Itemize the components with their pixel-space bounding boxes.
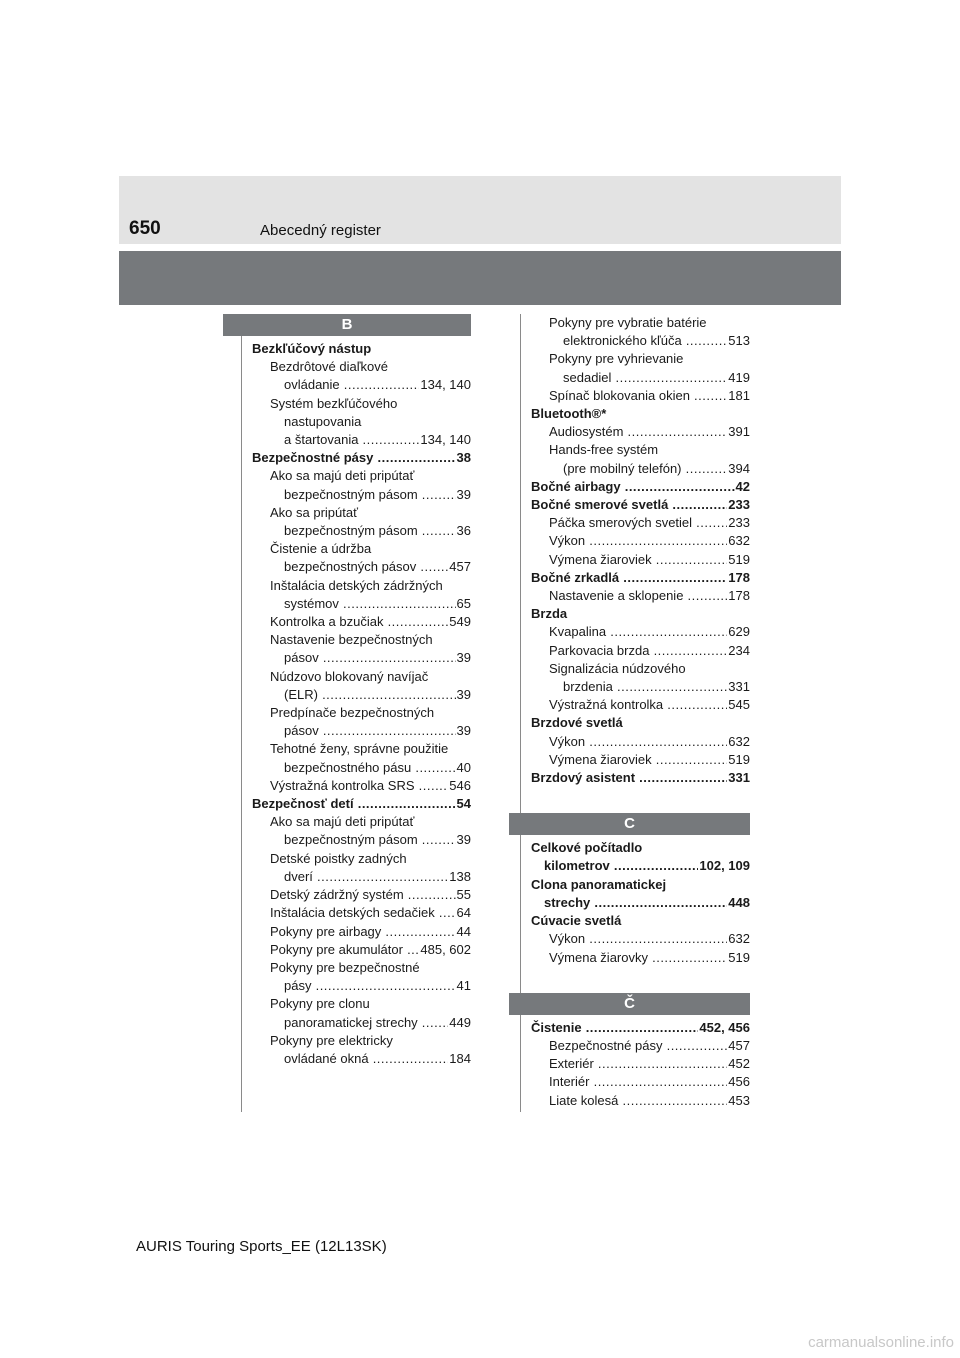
entry-page-ref: 331 <box>727 678 750 696</box>
entry-term: Nastavenie a sklopenie ..... <box>549 588 750 603</box>
section-spacer <box>520 967 750 993</box>
index-entry <box>531 733 750 751</box>
entry-page-ref: 632 <box>727 532 750 550</box>
entry-page-ref: 41 <box>456 977 471 995</box>
index-entry <box>531 1073 750 1091</box>
entry-page-ref: 178 <box>727 569 750 587</box>
entry-page-ref: 519 <box>727 949 750 967</box>
entry-page-ref: 102, 109 <box>698 857 750 875</box>
entry-term: panoramatickej strechy ..... <box>284 1015 471 1030</box>
entry-term: Interiér ..... <box>549 1074 750 1089</box>
entry-page-ref: 39 <box>456 722 471 740</box>
index-entry <box>252 777 471 795</box>
entry-term: elektronického kľúča ..... <box>563 333 750 348</box>
index-entry <box>252 577 471 613</box>
right-entry-list <box>520 314 750 787</box>
entry-term: Ako sa majú deti pripútať <box>270 468 415 484</box>
entry-page-ref: 39 <box>456 831 471 849</box>
index-entry <box>531 569 750 587</box>
entry-page-ref: 545 <box>727 696 750 714</box>
entry-term: Čistenie ..... <box>531 1020 750 1035</box>
entry-term: sedadiel ..... <box>563 370 750 385</box>
index-entry <box>252 449 471 467</box>
entry-term: Kvapalina ..... <box>549 624 750 639</box>
index-entry <box>252 358 471 394</box>
entry-page-ref: 54 <box>456 795 471 813</box>
entry-term: pásov ..... <box>284 650 471 665</box>
index-entry <box>252 813 471 849</box>
entry-page-ref: 448 <box>727 894 750 912</box>
entry-page-ref: 55 <box>456 886 471 904</box>
entry-term: Bezpečnosť detí ..... <box>252 796 471 811</box>
section-title: Abecedný register <box>260 222 381 239</box>
entry-term: Bezkľúčový nástup <box>252 341 372 356</box>
entry-term: bezpečnostných pásov ..... <box>284 559 471 574</box>
entry-page-ref: 134, 140 <box>419 431 471 449</box>
entry-page-ref: 233 <box>727 496 750 514</box>
index-entry <box>531 605 750 623</box>
index-entry <box>252 395 471 450</box>
entry-page-ref: 546 <box>448 777 471 795</box>
entry-page-ref: 391 <box>727 423 750 441</box>
header-bar <box>119 176 841 244</box>
entry-term: systémov ..... <box>284 596 471 611</box>
entry-term: Pokyny pre bezpečnostné <box>270 959 420 975</box>
index-entry <box>531 551 750 569</box>
entry-term: Bočné zrkadlá ..... <box>531 570 750 585</box>
entry-page-ref: 513 <box>727 332 750 350</box>
index-entry <box>531 1055 750 1073</box>
index-entry <box>252 904 471 922</box>
entry-term: bezpečnostným pásom ..... <box>284 523 471 538</box>
entry-term: Bluetooth®* <box>531 406 607 422</box>
entry-term: Brzdové svetlá <box>531 715 623 731</box>
entry-term: Pokyny pre vybratie batérie <box>549 315 707 330</box>
index-entry <box>252 613 471 631</box>
index-entry <box>531 314 750 350</box>
entry-page-ref: 452 <box>727 1055 750 1073</box>
entry-term: Výmena žiarovky ..... <box>549 950 750 965</box>
entry-term: dverí ..... <box>284 869 471 884</box>
entry-term: Výmena žiaroviek ..... <box>549 552 750 567</box>
entry-term: a štartovania ..... <box>284 432 471 447</box>
footer-text: AURIS Touring Sports_EE (12L13SK) <box>136 1238 387 1255</box>
entry-page-ref: 233 <box>727 514 750 532</box>
entry-page-ref: 457 <box>727 1037 750 1055</box>
entry-term: Parkovacia brzda ..... <box>549 643 750 658</box>
index-entry <box>252 340 471 358</box>
index-entry <box>531 714 750 732</box>
watermark: carmanualsonline.info <box>808 1334 954 1351</box>
entry-term: Audiosystém ..... <box>549 424 750 439</box>
entry-term: Výmena žiaroviek ..... <box>549 752 750 767</box>
index-entry <box>531 839 750 875</box>
index-entry <box>531 478 750 496</box>
entry-term: (ELR) ..... <box>284 687 471 702</box>
entry-page-ref: 39 <box>456 686 471 704</box>
index-entry <box>252 923 471 941</box>
index-entry <box>531 912 750 930</box>
entry-term: Detský zádržný systém ..... <box>270 887 471 902</box>
index-entry <box>252 704 471 740</box>
entry-page-ref: 452, 456 <box>698 1019 750 1037</box>
entry-term: Brzda <box>531 606 568 622</box>
entry-term: Výkon ..... <box>549 533 750 548</box>
entry-term: nastupovania <box>284 413 362 429</box>
letter-heading: C <box>509 813 750 835</box>
entry-term: Exteriér ..... <box>549 1056 750 1071</box>
entry-term: Clona panoramatickej <box>531 876 667 892</box>
index-entry <box>531 405 750 423</box>
index-entry <box>252 850 471 886</box>
section-entry-list <box>520 835 750 966</box>
entry-term: Tehotné ženy, správne použitie <box>270 741 449 757</box>
index-entry <box>531 769 750 787</box>
entry-term: Predpínače bezpečnostných <box>270 705 435 721</box>
entry-term: Výstražná kontrolka ..... <box>549 697 750 712</box>
entry-term: Bezpečnostné pásy ..... <box>252 450 471 465</box>
entry-term: Detské poistky zadných <box>270 850 407 866</box>
entry-term: Ako sa pripútať <box>270 504 358 520</box>
index-entry <box>531 642 750 660</box>
entry-term: kilometrov ..... <box>544 858 750 873</box>
entry-page-ref: 42 <box>735 478 750 496</box>
entry-page-ref: 234 <box>727 642 750 660</box>
index-entry <box>531 876 750 912</box>
entry-page-ref: 39 <box>456 649 471 667</box>
entry-term: Pokyny pre vyhrievanie <box>549 351 684 367</box>
entry-page-ref: 453 <box>727 1092 750 1110</box>
index-entry <box>531 1092 750 1110</box>
index-entry <box>531 949 750 967</box>
index-entry <box>252 795 471 813</box>
header-band <box>119 251 841 305</box>
entry-page-ref: 39 <box>456 486 471 504</box>
entry-term: pásy ..... <box>284 978 471 993</box>
index-entry <box>531 751 750 769</box>
entry-page-ref: 40 <box>456 759 471 777</box>
entry-term: bezpečnostným pásom ..... <box>284 832 471 847</box>
entry-page-ref: 457 <box>448 558 471 576</box>
entry-page-ref: 632 <box>727 733 750 751</box>
entry-term: Čistenie a údržba <box>270 541 372 557</box>
entry-term: Výstražná kontrolka SRS ..... <box>270 778 471 793</box>
entry-term: Pokyny pre elektricky <box>270 1032 393 1048</box>
index-entry <box>252 504 471 540</box>
entry-page-ref: 519 <box>727 551 750 569</box>
entry-term: Páčka smerových svetiel ..... <box>549 515 750 530</box>
entry-term: Bočné airbagy ..... <box>531 479 750 494</box>
index-entry <box>531 1019 750 1037</box>
entry-page-ref: 138 <box>448 868 471 886</box>
index-entry <box>252 631 471 667</box>
entry-page-ref: 181 <box>727 387 750 405</box>
entry-page-ref: 485, 602 <box>419 941 471 959</box>
entry-page-ref: 549 <box>448 613 471 631</box>
index-entry <box>531 930 750 948</box>
entry-term: pásov ..... <box>284 723 471 738</box>
entry-page-ref: 178 <box>727 587 750 605</box>
index-entry <box>531 587 750 605</box>
index-entry <box>531 696 750 714</box>
index-entry <box>252 540 471 576</box>
index-entry <box>531 1037 750 1055</box>
entry-page-ref: 38 <box>456 449 471 467</box>
entry-page-ref: 629 <box>727 623 750 641</box>
entry-term: Bezpečnostné pásy ..... <box>549 1038 750 1053</box>
entry-page-ref: 134, 140 <box>419 376 471 394</box>
entry-term: Kontrolka a bzučiak ..... <box>270 614 471 629</box>
entry-term: Systém bezkľúčového <box>270 395 398 411</box>
entry-page-ref: 36 <box>456 522 471 540</box>
index-column-left <box>241 314 471 1112</box>
entry-term: Núdzovo blokovaný navíjač <box>270 668 429 684</box>
entry-term: Výkon ..... <box>549 931 750 946</box>
index-entry <box>531 387 750 405</box>
index-entry <box>252 1032 471 1068</box>
entry-page-ref: 44 <box>456 923 471 941</box>
page-number: 650 <box>129 218 161 239</box>
entry-term: Signalizácia núdzového <box>549 660 686 676</box>
entry-term: (pre mobilný telefón) ..... <box>563 461 750 476</box>
entry-term: ovládanie ..... <box>284 377 471 392</box>
section-entry-list <box>520 1015 750 1110</box>
entry-term: brzdenia ..... <box>563 679 750 694</box>
entry-page-ref: 394 <box>727 460 750 478</box>
index-entry <box>531 350 750 386</box>
entry-page-ref: 632 <box>727 930 750 948</box>
entry-term: Ako sa majú deti pripútať <box>270 814 415 830</box>
entry-term: bezpečnostným pásom ..... <box>284 487 471 502</box>
right-letter-sections <box>520 787 750 1109</box>
entry-term: Pokyny pre akumulátor ..... <box>270 942 471 957</box>
entry-page-ref: 65 <box>456 595 471 613</box>
entry-term: Hands-free systém <box>549 442 659 458</box>
entry-term: Spínač blokovania okien ..... <box>549 388 750 403</box>
entry-term: Liate kolesá ..... <box>549 1093 750 1108</box>
index-entry <box>531 423 750 441</box>
index-entry <box>252 668 471 704</box>
index-entry <box>252 941 471 959</box>
entry-term: Cúvacie svetlá <box>531 913 622 929</box>
index-column-right <box>520 314 750 1112</box>
entry-term: Inštalácia detských sedačiek ..... <box>270 905 471 920</box>
entry-term: Pokyny pre airbagy ..... <box>270 924 471 939</box>
entry-term: bezpečnostného pásu ..... <box>284 760 471 775</box>
entry-page-ref: 419 <box>727 369 750 387</box>
index-entry <box>531 660 750 696</box>
letter-heading-b: B <box>223 314 471 336</box>
entry-page-ref: 456 <box>727 1073 750 1091</box>
entry-term: Pokyny pre clonu <box>270 996 370 1012</box>
index-entry <box>531 496 750 514</box>
entry-term: Bočné smerové svetlá ..... <box>531 497 750 512</box>
entry-term: Nastavenie bezpečnostných <box>270 632 433 648</box>
entry-term: Celkové počítadlo <box>531 840 643 856</box>
index-entry <box>252 740 471 776</box>
index-entry <box>531 441 750 477</box>
entry-page-ref: 331 <box>727 769 750 787</box>
section-spacer <box>520 787 750 813</box>
index-entry <box>531 532 750 550</box>
entry-term: Inštalácia detských zádržných <box>270 577 443 593</box>
index-entry <box>252 995 471 1031</box>
index-entry <box>252 959 471 995</box>
index-entry <box>531 514 750 532</box>
entry-page-ref: 449 <box>448 1014 471 1032</box>
letter-heading: Č <box>509 993 750 1015</box>
entry-page-ref: 519 <box>727 751 750 769</box>
entry-page-ref: 64 <box>456 904 471 922</box>
left-entry-list <box>241 336 471 1068</box>
index-entry <box>531 623 750 641</box>
index-entry <box>252 467 471 503</box>
index-entry <box>252 886 471 904</box>
entry-term: Bezdrôtové diaľkové <box>270 359 388 375</box>
entry-term: strechy ..... <box>544 895 750 910</box>
entry-term: ovládané okná ..... <box>284 1051 471 1066</box>
entry-term: Brzdový asistent ..... <box>531 770 750 785</box>
entry-page-ref: 184 <box>448 1050 471 1068</box>
entry-term: Výkon ..... <box>549 734 750 749</box>
